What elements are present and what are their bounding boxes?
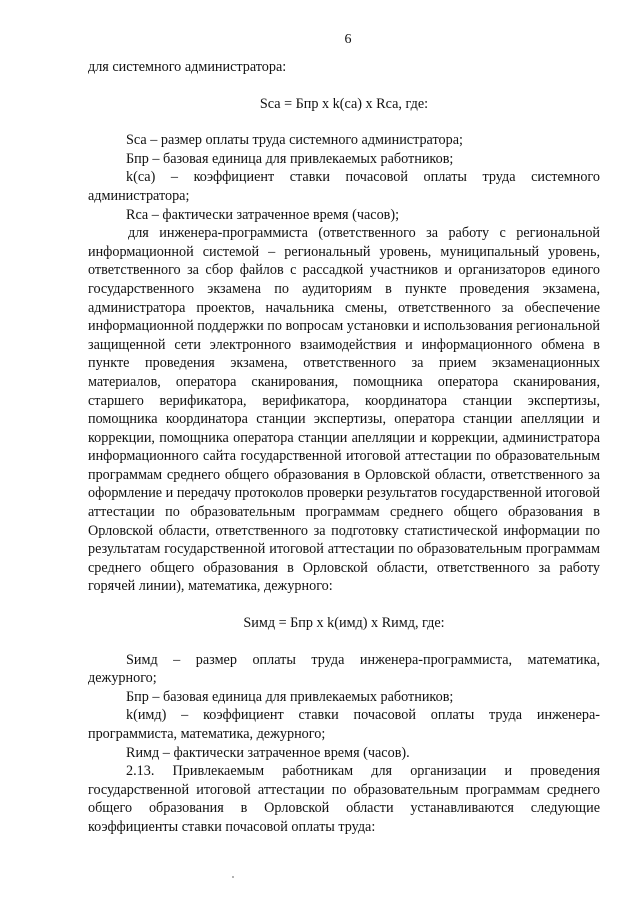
engineer-def-kimd: k(имд) – коэффициент ставки почасовой оплаты труда инженера-программиста, математика, дежурного;: [88, 707, 600, 742]
engineer-def-bpr: Бпр – базовая единица для привлекаемых работников;: [126, 688, 454, 705]
sysadmin-def-bpr: Бпр – базовая единица для привлекаемых работников;: [126, 150, 454, 167]
clause-2-13: 2.13. Привлекаемым работникам для организации и проведения государственной итоговой аттестации по образовательным программам среднего общего образования в Орловской области устанавливаются следующие коэффициенты ставки почасовой оплаты труда:: [88, 763, 600, 835]
page-number: 6: [344, 32, 352, 47]
engineer-intro: для инженера-программиста (ответственного за работу с региональной информационной системой – региональный уровень, муниципальный уровень, ответственного за сбор файлов с рассадкой участников и организаторов единого государственного экзамена по аудиториям в пункте проведения экзамена, администратора проектов, начальника смены, ответственного за обеспечение информационной поддержки по вопросам установки и использования региональной защищенной сети электронного взаимодействия и информационного обмена в пункте проведения экзамена, ответственного за прием экзаменационных материалов, оператора сканирования, помощника оператора сканирования, старшего верификатора, верификатора, координатора станции экспертизы, помощника координатора станции экспертизы, оператора станции апелляции и коррекции, помощника оператора станции апелляции и коррекции, администратора информационного сайта государственной итоговой аттестации по образовательным программам среднего общего образования в Орловской области, ответственного за оформление и передачу протоколов проверки результатов государственной итоговой аттестации по образовательным программам среднего общего образования в Орловской области, ответственного за подготовку статистической информации по результатам государственной итоговой аттестации по образовательным программам среднего общего образования в Орловской области, ответственного за работу горячей линии), математика, дежурного:: [88, 225, 600, 595]
engineer-formula: Sимд = Бпр х k(имд) х Rимд, где:: [243, 615, 445, 632]
sysadmin-def-kca: k(са) – коэффициент ставки почасовой оплаты труда системного администратора;: [88, 169, 600, 204]
scan-speck: [232, 876, 234, 878]
engineer-def-simd: Sимд – размер оплаты труда инженера-программиста, математика, дежурного;: [88, 651, 600, 687]
sysadmin-def-sca: Sса – размер оплаты труда системного администратора;: [126, 132, 463, 149]
sysadmin-def-rca: Rса – фактически затраченное время (часов);: [126, 206, 400, 223]
engineer-def-rimd: Rимд – фактически затраченное время (часов).: [126, 744, 410, 761]
sysadmin-intro: для системного администратора:: [88, 59, 287, 75]
sysadmin-formula: Sса = Бпр х k(са) х Rса, где:: [259, 95, 429, 112]
